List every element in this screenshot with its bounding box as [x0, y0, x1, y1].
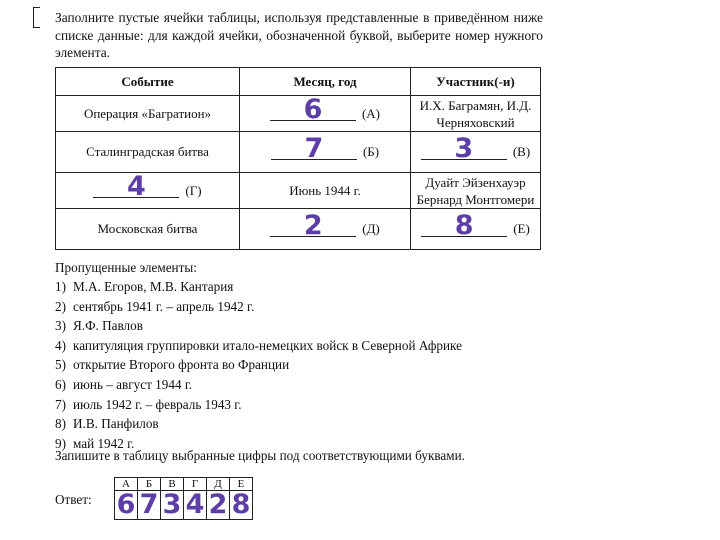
- cell-letter: (А): [361, 105, 381, 121]
- answer-digit[interactable]: 7: [138, 491, 161, 520]
- cell-letter: (Б): [362, 144, 380, 159]
- list-item: 8) И.В. Панфилов: [55, 416, 159, 432]
- handwritten-answer: 4: [127, 171, 146, 202]
- event-cell: Сталинградская битва: [56, 132, 240, 173]
- answer-instruction: Запишите в таблицу выбранные цифры под соответствующими буквами.: [55, 448, 465, 463]
- cell-letter: (Д): [362, 221, 380, 236]
- answer-letter: Д: [207, 478, 230, 491]
- margin-bracket: [33, 7, 40, 28]
- cell-letter: (Г): [185, 182, 202, 198]
- handwritten-answer: 2: [303, 209, 323, 241]
- cell-letter: (Е): [513, 221, 530, 236]
- table-row: [56, 132, 541, 173]
- list-item: 6) июнь – август 1944 г.: [55, 376, 193, 392]
- participant-cell: Дуайт Эйзенхауэр Бернард Монтгомери: [411, 173, 541, 209]
- history-table: [55, 67, 541, 250]
- answer-digit[interactable]: 6: [115, 491, 138, 520]
- participant-cell-v[interactable]: [411, 132, 541, 173]
- answer-digit[interactable]: 3: [161, 491, 184, 520]
- header-participants: Участник(-и): [411, 68, 541, 96]
- participant-cell: И.Х. Баграмян, И.Д. Черняховский: [411, 96, 541, 132]
- handwritten-answer: 8: [454, 209, 474, 241]
- event-cell-g[interactable]: [56, 173, 240, 209]
- list-item: 9) май 1942 г.: [55, 435, 135, 451]
- header-event: Событие: [56, 68, 240, 96]
- table-row: [56, 173, 541, 209]
- handwritten-answer: 7: [304, 132, 324, 164]
- answer-digit[interactable]: 8: [230, 491, 253, 520]
- cell-letter: (В): [512, 144, 531, 159]
- missing-elements-title: Пропущенные элементы:: [55, 260, 197, 275]
- answer-letter: Г: [184, 478, 207, 491]
- handwritten-answer: 3: [454, 132, 474, 164]
- month-cell: Июнь 1944 г.: [240, 173, 411, 209]
- list-item: 4) капитуляция группировки итало-немецких войск в Северной Африке: [55, 337, 462, 353]
- task-instructions: Заполните пустые ячейки таблицы, используя представленные в приведённом ниже списке данные: для каждой ячейки, обозначенной буквой, выберите номер нужного элемента.: [55, 10, 543, 60]
- answer-label: Ответ:: [55, 492, 92, 507]
- table-row: [56, 209, 541, 250]
- list-item: 5) открытие Второго фронта во Франции: [55, 357, 290, 373]
- event-cell: Московская битва: [56, 209, 240, 250]
- event-cell: Операция «Багратион»: [56, 96, 240, 132]
- handwritten-answer: 6: [303, 94, 323, 125]
- answer-digit[interactable]: 4: [184, 491, 207, 520]
- list-item: 3) Я.Ф. Павлов: [55, 318, 143, 334]
- answer-letter: Е: [230, 478, 253, 491]
- list-item: 7) июль 1942 г. – февраль 1943 г.: [55, 396, 242, 412]
- month-cell-d[interactable]: [240, 209, 411, 250]
- answer-letter: Б: [138, 478, 161, 491]
- header-month: Месяц, год: [240, 68, 411, 96]
- answer-letter: А: [115, 478, 138, 491]
- answer-digit[interactable]: 2: [207, 491, 230, 520]
- list-item: 2) сентябрь 1941 г. – апрель 1942 г.: [55, 298, 255, 314]
- participant-cell-e[interactable]: [411, 209, 541, 250]
- answer-grid: [114, 477, 253, 520]
- month-cell-b[interactable]: [240, 132, 411, 173]
- missing-elements-list: [55, 277, 462, 453]
- table-row: [56, 96, 541, 132]
- list-item: 1) М.А. Егоров, М.В. Кантария: [55, 279, 234, 294]
- month-cell-a[interactable]: [240, 96, 411, 132]
- answer-letter: В: [161, 478, 184, 491]
